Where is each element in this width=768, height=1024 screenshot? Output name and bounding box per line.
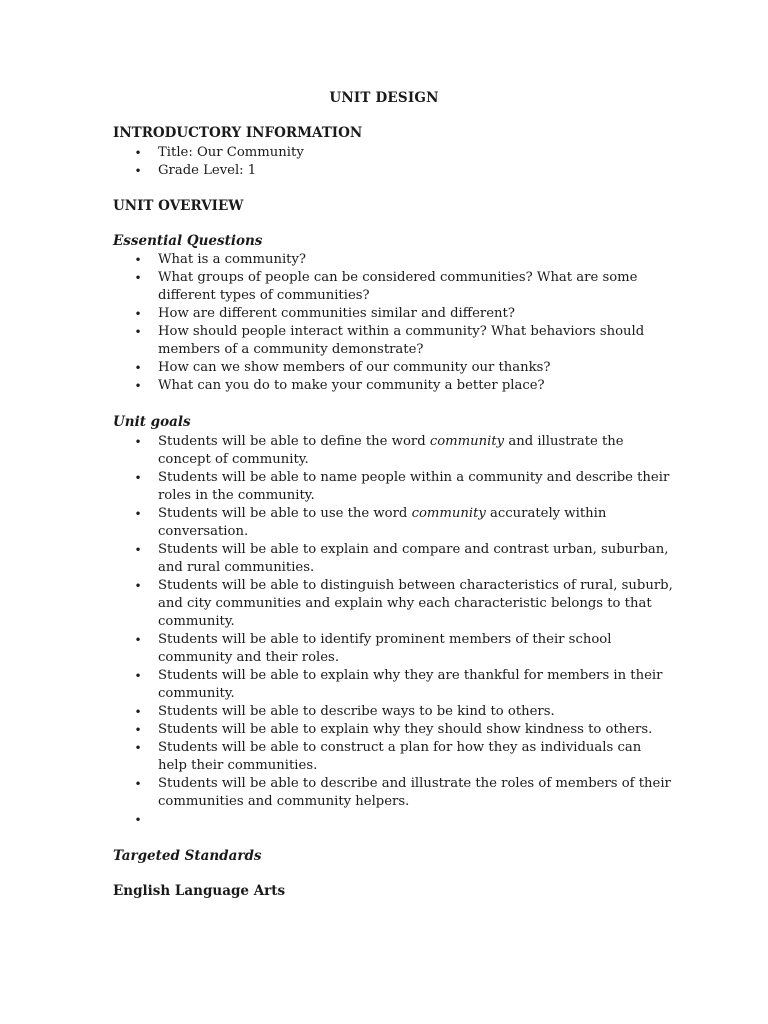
bullet-icon: • (134, 507, 142, 521)
bullet-icon: • (134, 669, 142, 683)
bullet-icon: • (134, 307, 142, 321)
list-item: • Students will be able to distinguish between characteristics of rural, suburb, and city communities and explain why each characteristic belongs to that community. (134, 578, 673, 629)
bullet-icon: • (134, 471, 142, 485)
essential-questions-list (113, 251, 673, 395)
list-item: • Title: Our Community (134, 145, 304, 160)
list-item: • Students will be able to explain why they are thankful for members in their community. (134, 668, 663, 701)
list-item: • Students will be able to use the word community accurately within conversation. (134, 506, 607, 539)
list-item: • Students will be able to explain why they should show kindness to others. (134, 722, 653, 737)
bullet-icon: • (134, 777, 142, 791)
bullet-icon: • (134, 741, 142, 755)
list-item: • Students will be able to describe ways to be kind to others. (134, 704, 555, 719)
bullet-icon: • (134, 361, 142, 375)
essential-questions-heading: Essential Questions (113, 233, 263, 249)
bullet-icon: • (134, 146, 142, 160)
list-item: • What groups of people can be considered communities? What are some different types of communities? (134, 270, 638, 303)
bullet-icon: • (134, 579, 142, 593)
intro-heading: INTRODUCTORY INFORMATION (113, 125, 363, 141)
unit-goals-heading: Unit goals (113, 414, 191, 430)
bullet-icon: • (134, 325, 142, 339)
list-item: • Grade Level: 1 (134, 163, 257, 178)
bullet-icon: • (134, 543, 142, 557)
bullet-icon: • (134, 705, 142, 719)
bullet-icon: • (134, 271, 142, 285)
targeted-standards-heading: Targeted Standards (113, 848, 262, 864)
list-item: • How should people interact within a community? What behaviors should members of a community demonstrate? (134, 324, 645, 357)
list-item: • How are different communities similar and different? (134, 306, 515, 321)
bullet-icon: • (134, 164, 142, 178)
ela-heading: English Language Arts (113, 883, 286, 899)
unit-goals-list (113, 433, 673, 829)
list-item: • Students will be able to describe and illustrate the roles of members of their communities and community helpers. (134, 776, 671, 809)
bullet-icon: • (134, 813, 142, 827)
list-item: • Students will be able to construct a plan for how they as individuals can help their communities. (134, 740, 642, 773)
bullet-icon: • (134, 723, 142, 737)
bullet-icon: • (134, 379, 142, 393)
bullet-icon: • (134, 253, 142, 267)
list-item: • Students will be able to explain and compare and contrast urban, suburban, and rural communities. (134, 542, 669, 575)
list-item: • How can we show members of our community our thanks? (134, 360, 551, 375)
list-item (113, 811, 673, 829)
document-title: UNIT DESIGN (329, 90, 439, 106)
intro-list (113, 144, 673, 180)
list-item: • Students will be able to name people within a community and describe their roles in the community. (134, 470, 670, 503)
list-item: • What is a community? (134, 252, 306, 267)
overview-heading: UNIT OVERVIEW (113, 198, 244, 214)
list-item: • Students will be able to define the word community and illustrate the concept of community. (134, 434, 624, 467)
bullet-icon: • (134, 435, 142, 449)
list-item: • Students will be able to identify prominent members of their school community and their roles. (134, 632, 612, 665)
bullet-icon: • (134, 633, 142, 647)
list-item: • What can you do to make your community a better place? (134, 378, 545, 393)
